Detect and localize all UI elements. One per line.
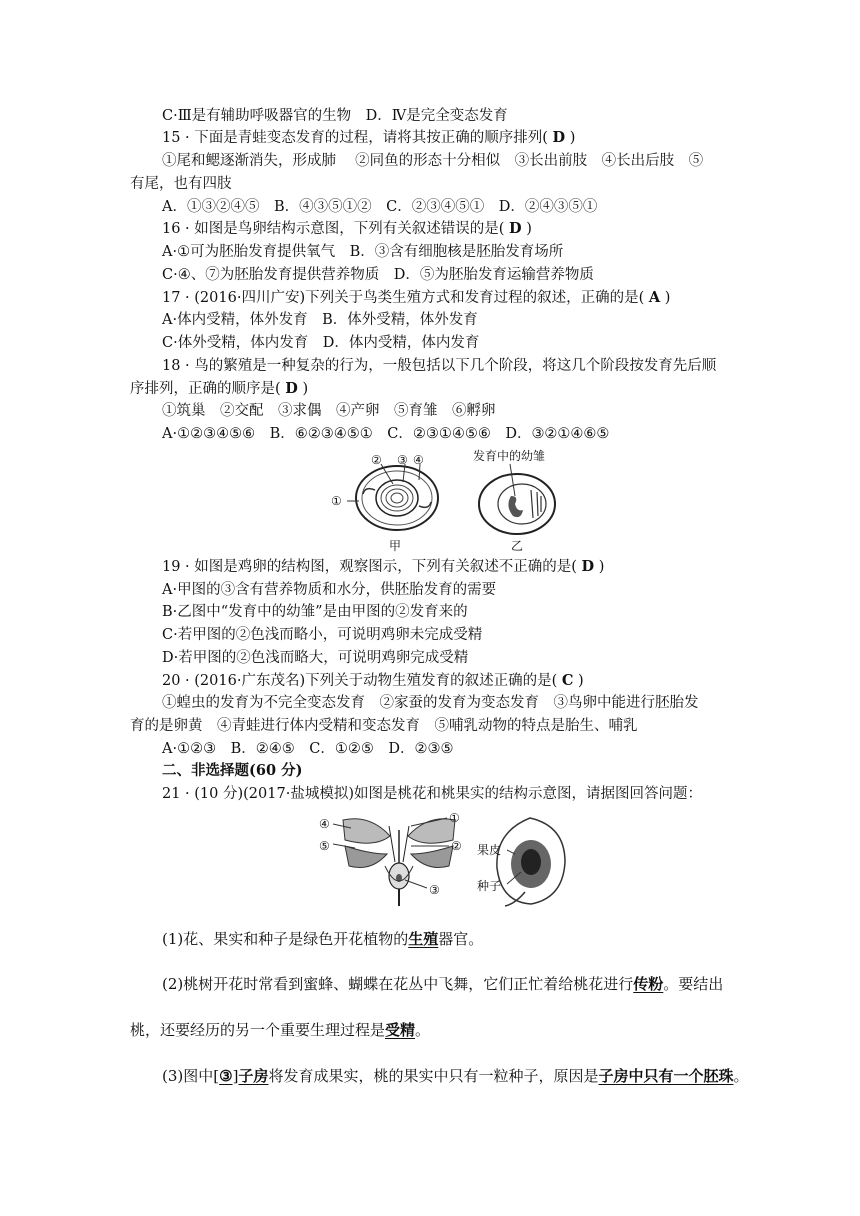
flower-mark-5: ⑤ xyxy=(319,839,330,853)
egg-mark-2: ② xyxy=(371,453,382,467)
q15-items-cont: 有尾，也有四肢 xyxy=(130,176,232,192)
q18-stem: 18 · 鸟的繁殖是一种复杂的行为，一般包括以下几个阶段，将这几个阶段按发育先后顺 xyxy=(162,358,717,374)
q15-stem: 15 · 下面是青蛙变态发育的过程，请将其按正确的顺序排列( D ) xyxy=(162,129,576,146)
q20-items: ①蝗虫的发育为不完全变态发育 ②家蚕的发育为变态发育 ③鸟卵中能进行胚胎发 xyxy=(162,695,699,711)
egg-figure xyxy=(325,446,575,556)
q21-part1: (1)花、果实和种子是绿色开花植物的生殖器官。 xyxy=(162,930,484,948)
q16-options-1: A·①可为胚胎发育提供氧气 B．③含有细胞核是胚胎发育场所 xyxy=(162,244,564,260)
q16-options-2: C·④、⑦为胚胎发育提供营养物质 D．⑤为胚胎发育运输营养物质 xyxy=(162,267,594,283)
q17-options-1: A·体内受精，体外发育 B．体外受精，体外发育 xyxy=(162,312,478,328)
q21-part2-cont: 桃，还要经历的另一个重要生理过程是受精。 xyxy=(130,1021,431,1039)
q19-option-c: C·若甲图的②色浅而略小，可说明鸡卵未完成受精 xyxy=(162,627,483,643)
fruit-label-guopi: 果皮 xyxy=(477,843,502,857)
q15-options: A．①③②④⑤ B．④③⑤①② C．②③④⑤① D．②④③⑤① xyxy=(162,199,598,215)
fruit-label-zhongzi: 种子 xyxy=(477,879,502,893)
q14-tail: C·Ⅲ是有辅助呼吸器官的生物 D．Ⅳ是完全变态发育 xyxy=(162,108,508,124)
q17-options-2: C·体外受精，体内发育 D．体内受精，体内发育 xyxy=(162,335,480,351)
peach-figure xyxy=(315,806,585,910)
flower-mark-1: ① xyxy=(449,811,460,825)
q21-stem: 21 · (10 分)(2017·盐城模拟)如图是桃花和桃果实的结构示意图，请据图回答问题： xyxy=(162,786,702,802)
q19-option-b: B·乙图中“发育中的幼雏”是由甲图的②发育来的 xyxy=(162,604,468,620)
q16-stem: 16 · 如图是鸟卵结构示意图，下列有关叙述错误的是( D ) xyxy=(162,220,532,237)
q18-options: A·①②③④⑤⑥ B．⑥②③④⑤① C．②③①④⑤⑥ D．③②①④⑥⑤ xyxy=(162,426,610,442)
q20-stem: 20 · (2016·广东茂名)下列关于动物生殖发育的叙述正确的是( C ) xyxy=(162,672,584,689)
q20-options: A·①②③ B．②④⑤ C．①②⑤ D．②③⑤ xyxy=(162,741,454,757)
egg-mark-4: ④ xyxy=(413,453,424,467)
flower-mark-4: ④ xyxy=(319,817,330,831)
q18-items: ①筑巢 ②交配 ③求偶 ④产卵 ⑤育雏 ⑥孵卵 xyxy=(162,403,496,419)
egg-caption-embryo: 发育中的幼雏 xyxy=(473,449,546,463)
egg-label-yi: 乙 xyxy=(511,539,524,553)
q21-part3: (3)图中[③]子房将发育成果实，桃的果实中只有一粒种子，原因是子房中只有一个胚珠。 xyxy=(162,1067,749,1085)
q21-part2: (2)桃树开花时常看到蜜蜂、蝴蝶在花丛中飞舞，它们正忙着给桃花进行传粉。要结出 xyxy=(162,975,724,993)
q19-stem: 19 · 如图是鸡卵的结构图，观察图示，下列有关叙述不正确的是( D ) xyxy=(162,558,605,575)
q15-items: ①尾和鳃逐渐消失，形成肺 ②同鱼的形态十分相似 ③长出前肢 ④长出后肢 ⑤ xyxy=(162,153,704,169)
flower-mark-3: ③ xyxy=(429,883,440,897)
egg-mark-3: ③ xyxy=(397,453,408,467)
section-heading: 二、非选择题(60 分) xyxy=(162,762,303,779)
q17-stem: 17 · (2016·四川广安)下列关于鸟类生殖方式和发育过程的叙述，正确的是( A ) xyxy=(162,289,671,306)
q18-stem-cont: 序排列，正确的顺序是( D ) xyxy=(130,380,309,397)
peach-fruit xyxy=(497,818,565,906)
q19-option-d: D·若甲图的②色浅而略大，可说明鸡卵完成受精 xyxy=(162,650,469,666)
egg-jia xyxy=(347,464,438,530)
flower-mark-2: ② xyxy=(451,839,462,853)
egg-yi xyxy=(479,464,555,534)
q19-option-a: A·甲图的③含有营养物质和水分，供胚胎发育的需要 xyxy=(162,582,497,598)
q20-items-cont: 育的是卵黄 ④青蛙进行体内受精和变态发育 ⑤哺乳动物的特点是胎生、哺乳 xyxy=(130,718,638,734)
egg-label-jia: 甲 xyxy=(389,539,402,553)
egg-mark-1: ① xyxy=(331,494,342,508)
